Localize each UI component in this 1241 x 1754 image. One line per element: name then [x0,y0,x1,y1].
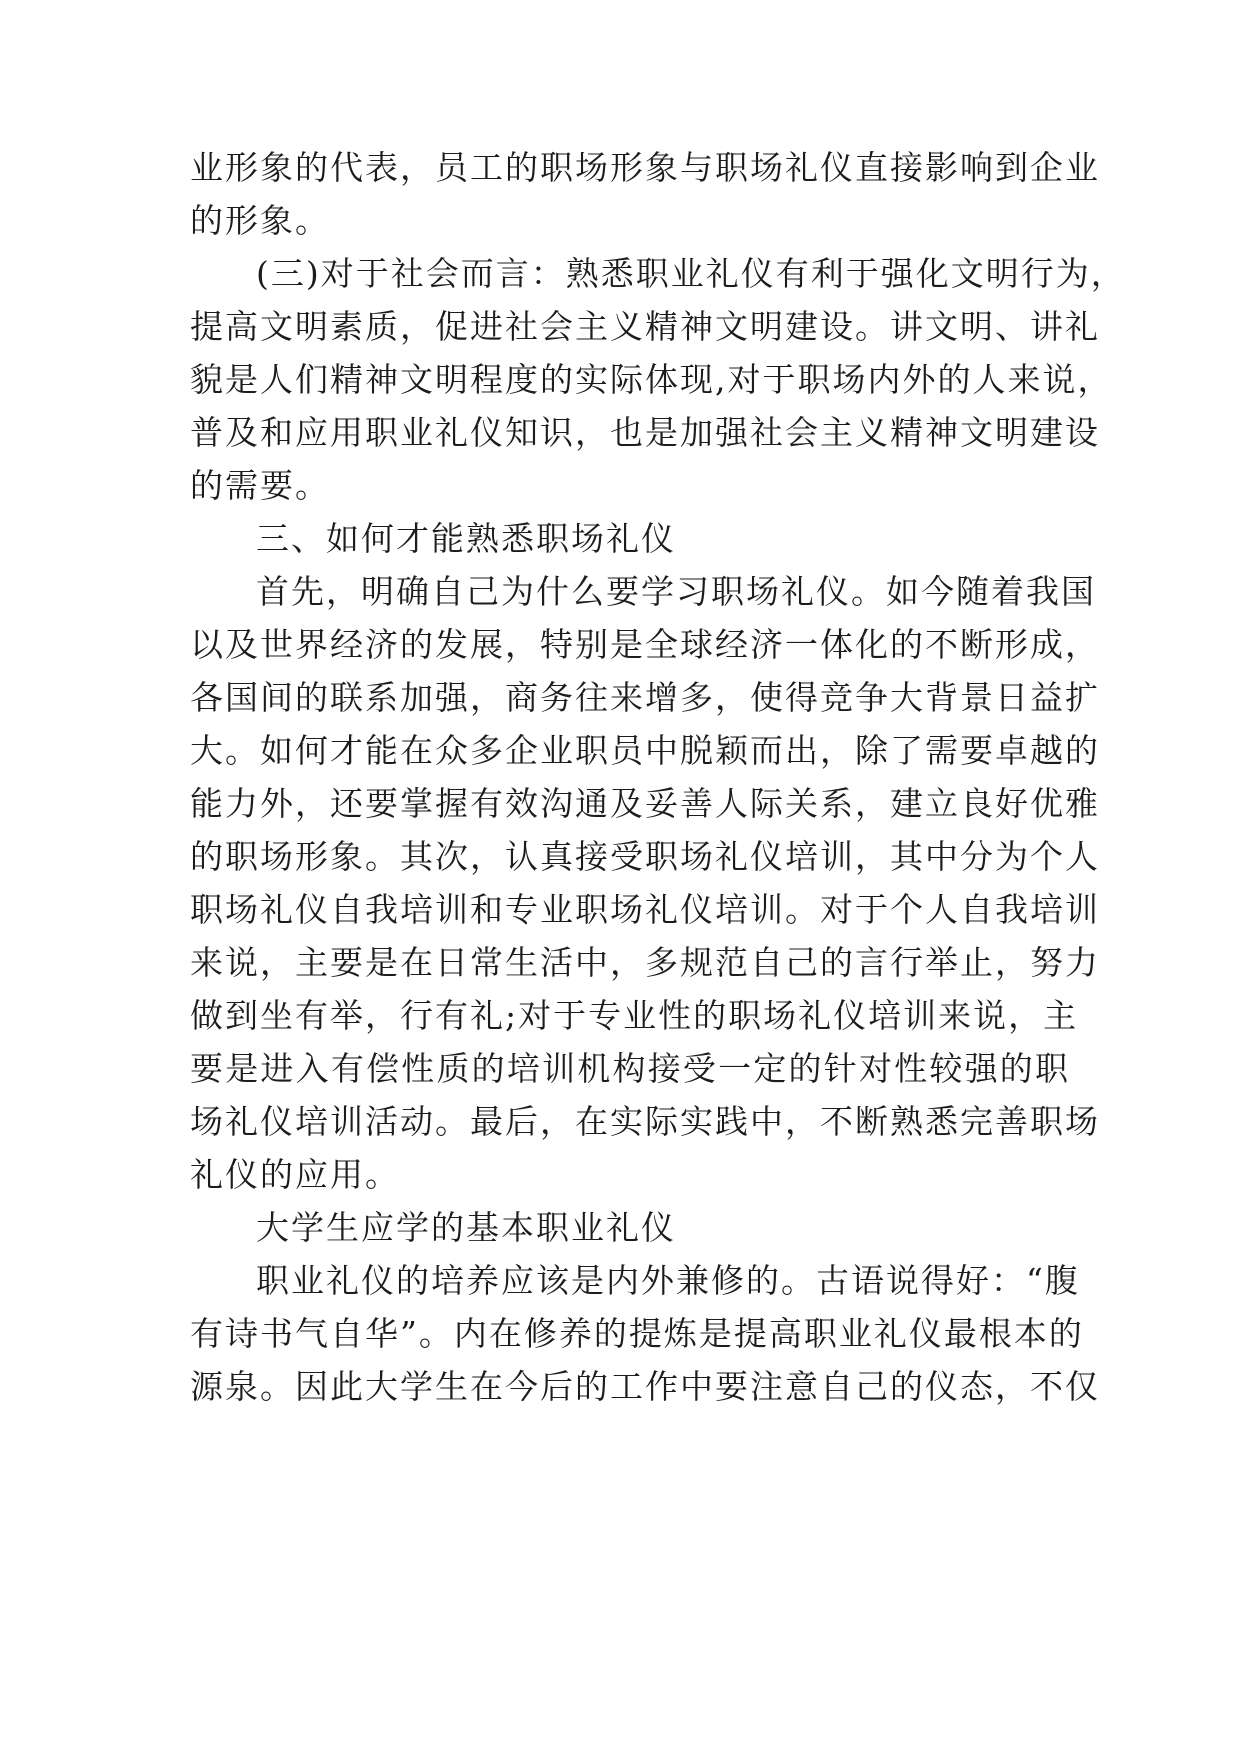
text-line: 的职场形象。其次，认真接受职场礼仪培训，其中分为个人 [190,837,1100,876]
text-line: 以及世界经济的发展，特别是全球经济一体化的不断形成， [190,625,1100,664]
text-line: 要是进入有偿性质的培训机构接受一定的针对性较强的职 [190,1049,1070,1088]
text-line: 场礼仪培训活动。最后，在实际实践中，不断熟悉完善职场 [190,1102,1100,1141]
text-line: 貌是人们精神文明程度的实际体现,对于职场内外的人来说， [190,360,1113,399]
text-line: 的需要。 [190,466,330,505]
text-line: 来说，主要是在日常生活中，多规范自己的言行举止，努力 [190,943,1100,982]
text-line: 能力外，还要掌握有效沟通及妥善人际关系，建立良好优雅 [190,784,1100,823]
text-line: 有诗书气自华”。内在修养的提炼是提高职业礼仪最根本的 [190,1314,1084,1353]
text-line: 提高文明素质，促进社会主义精神文明建设。讲文明、讲礼 [190,307,1100,346]
paragraph-start: 职业礼仪的培养应该是内外兼修的。古语说得好：“腹 [256,1261,1080,1300]
text-line: 的形象。 [190,201,330,240]
text-line: 业形象的代表，员工的职场形象与职场礼仪直接影响到企业 [190,148,1100,187]
text-line: 礼仪的应用。 [190,1155,400,1194]
section-heading: 三、如何才能熟悉职场礼仪 [256,519,676,558]
section-paragraph-start: (三)对于社会而言：熟悉职业礼仪有利于强化文明行为， [256,254,1126,293]
paragraph-start: 首先，明确自己为什么要学习职场礼仪。如今随着我国 [256,572,1096,611]
text-line: 做到坐有举，行有礼;对于专业性的职场礼仪培训来说，主 [190,996,1079,1035]
text-line: 源泉。因此大学生在今后的工作中要注意自己的仪态，不仅 [190,1367,1100,1406]
text-line: 职场礼仪自我培训和专业职场礼仪培训。对于个人自我培训 [190,890,1100,929]
text-line: 普及和应用职业礼仪知识，也是加强社会主义精神文明建设 [190,413,1100,452]
text-line: 各国间的联系加强，商务往来增多，使得竞争大背景日益扩 [190,678,1100,717]
text-line: 大。如何才能在众多企业职员中脱颖而出，除了需要卓越的 [190,731,1100,770]
section-heading: 大学生应学的基本职业礼仪 [256,1208,676,1247]
